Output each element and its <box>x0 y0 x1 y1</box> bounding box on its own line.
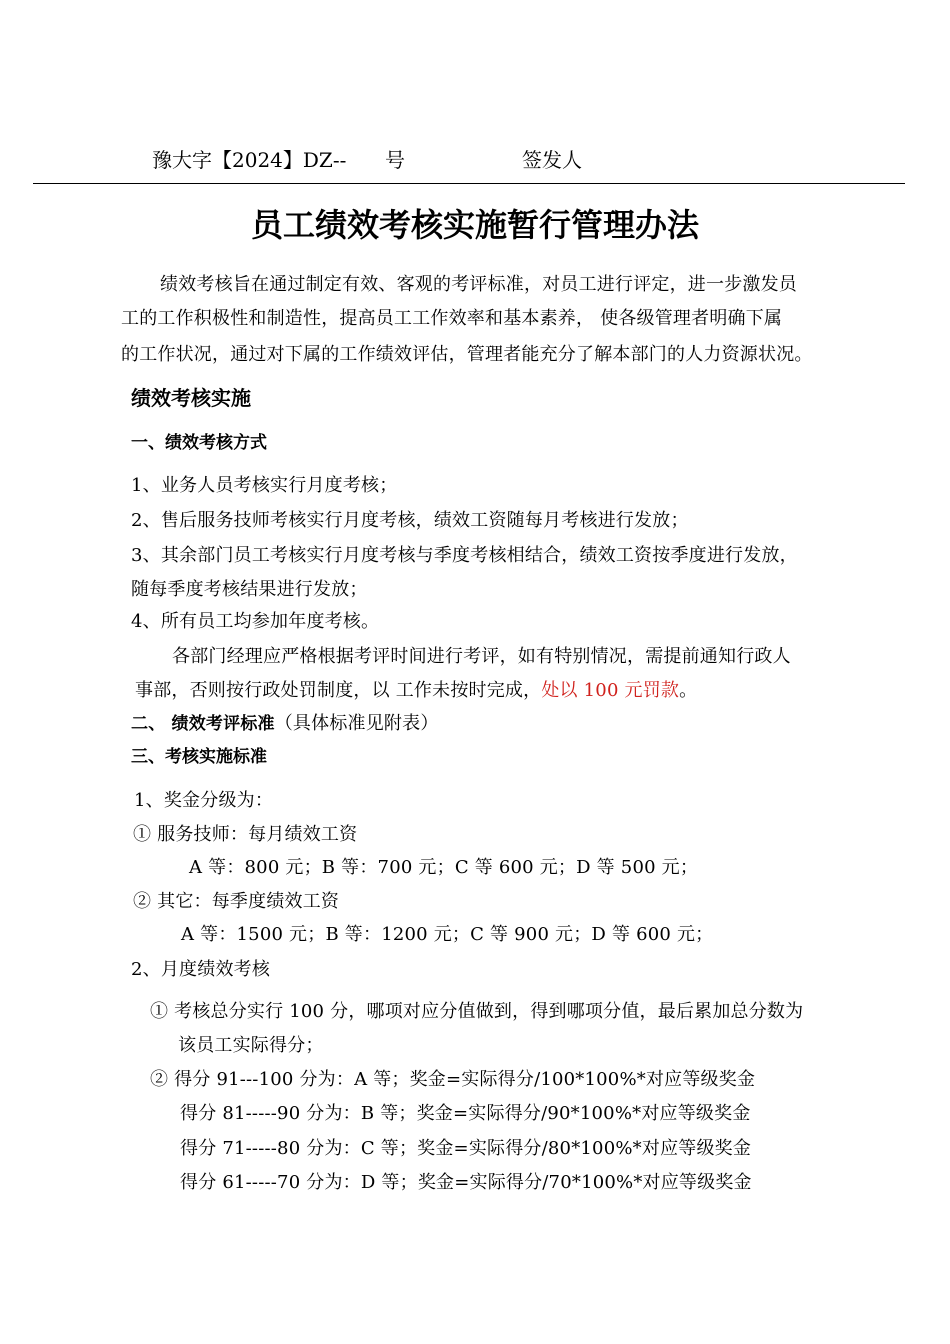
section-heading: 绩效考核实施 <box>131 386 251 410</box>
penalty-text: 处以 100 元罚款 <box>541 680 680 701</box>
intro-line-2: 工的工作积极性和制造性，提高员工工作效率和基本素养， 使各级管理者明确下属 <box>121 308 783 329</box>
sec2-suffix: （具体标准见附表） <box>274 713 439 734</box>
sec2-heading-line <box>131 709 439 735</box>
tech-grades: A 等：800 元；B 等：700 元；C 等 600 元；D 等 500 元； <box>189 857 699 878</box>
score-row-b: 得分 81-----90 分为：B 等；奖金=实际得分/90*100%*对应等级奖金 <box>180 1103 751 1124</box>
sec1-note-text: 事部，否则按行政处罚制度，以 工作未按时完成， <box>135 680 542 701</box>
intro-line-1: 绩效考核旨在通过制定有效、客观的考评标准，对员工进行评定，进一步激发员 <box>160 274 797 295</box>
tech-label: ① 服务技师：每月绩效工资 <box>133 824 358 845</box>
score-row-a: ② 得分 91---100 分为：A 等；奖金=实际得分/100*100%*对应等级奖金 <box>150 1069 756 1090</box>
monthly-title: 2、月度绩效考核 <box>131 959 271 980</box>
sec1-heading: 一、绩效考核方式 <box>131 433 267 453</box>
sec1-item-1: 1、业务人员考核实行月度考核； <box>131 475 398 496</box>
score-row-d: 得分 61-----70 分为：D 等；奖金=实际得分/70*100%*对应等级奖金 <box>180 1172 752 1193</box>
document-number: 豫大字【2024】DZ-- <box>152 148 347 172</box>
intro-line-3: 的工作状况，通过对下属的工作绩效评估，管理者能充分了解本部门的人力资源状况。 <box>121 344 813 365</box>
sec1-item-4: 4、所有员工均参加年度考核。 <box>131 611 380 632</box>
sec1-note-line-1: 各部门经理应严格根据考评时间进行考评，如有特别情况，需提前通知行政人 <box>172 646 791 667</box>
bonus-title: 1、奖金分级为： <box>134 790 274 811</box>
other-grades: A 等：1500 元；B 等：1200 元；C 等 900 元；D 等 600 元； <box>181 924 714 945</box>
other-label: ② 其它：每季度绩效工资 <box>133 891 340 912</box>
sec2-heading: 二、 绩效考评标准 <box>131 714 275 734</box>
rule-1-line-1: ① 考核总分实行 100 分，哪项对应分值做到，得到哪项分值，最后累加总分数为 <box>150 1001 804 1022</box>
rule-1-line-2: 该员工实际得分； <box>178 1035 324 1056</box>
issuer-label: 签发人 <box>522 148 582 172</box>
number-suffix: 号 <box>385 148 405 172</box>
sec1-item-3: 3、其余部门员工考核实行月度考核与季度考核相结合，绩效工资按季度进行发放， <box>131 545 798 566</box>
sec1-item-3-cont: 随每季度考核结果进行发放； <box>131 579 368 600</box>
header-divider <box>33 183 905 184</box>
sec1-note-line-2 <box>135 676 697 702</box>
sec1-note-end: 。 <box>679 680 698 701</box>
sec3-heading: 三、考核实施标准 <box>131 747 267 767</box>
score-row-c: 得分 71-----80 分为：C 等；奖金=实际得分/80*100%*对应等级奖金 <box>180 1138 752 1159</box>
page-title: 员工绩效考核实施暂行管理办法 <box>250 206 699 244</box>
sec1-item-2: 2、售后服务技师考核实行月度考核，绩效工资随每月考核进行发放； <box>131 510 689 531</box>
